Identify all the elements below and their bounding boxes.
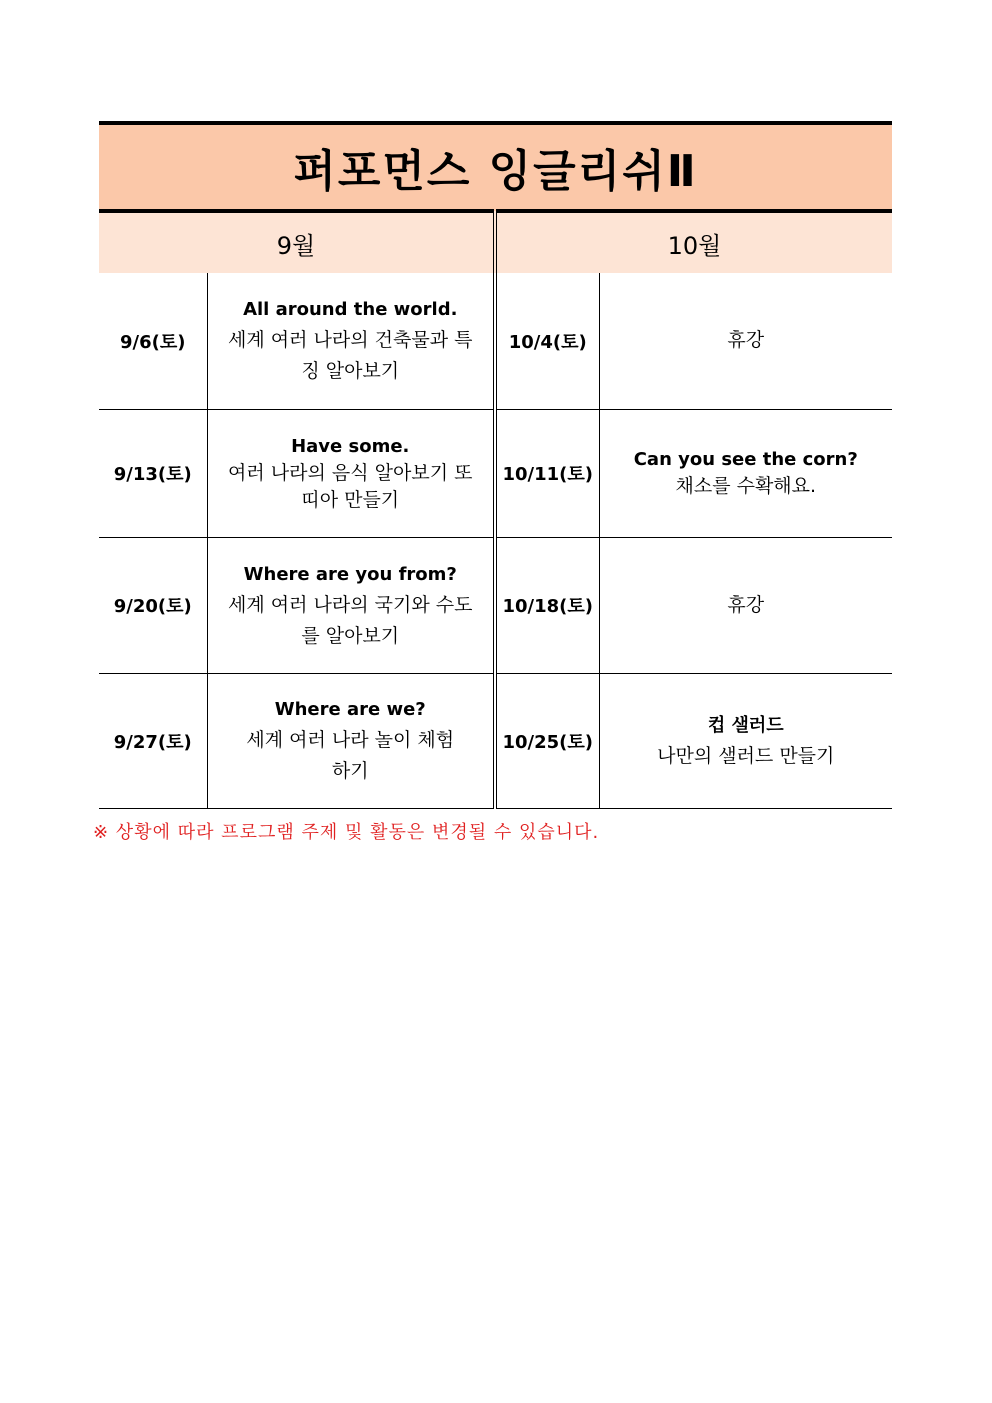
october-date: 10/18(토)	[495, 537, 599, 673]
activity-title-en: Can you see the corn?	[633, 449, 858, 470]
activity-description: 휴강	[727, 329, 765, 352]
activity-title-en: Where are we?	[274, 699, 426, 720]
october-date: 10/4(토)	[495, 273, 599, 409]
october-activity	[599, 409, 892, 537]
september-activity	[207, 409, 495, 537]
september-activity	[207, 537, 495, 673]
october-activity	[599, 537, 892, 673]
activity-title-en: All around the world.	[243, 299, 458, 321]
september-activity	[207, 273, 495, 409]
month-header-september: 9월	[99, 211, 495, 273]
page-title: 퍼포먼스 잉글리쉬Ⅱ	[99, 123, 892, 211]
activity-description: 세계 여러 나라의 국기와 수도를 알아보기	[228, 593, 473, 647]
activity-description: 세계 여러 나라의 건축물과 특징 알아보기	[228, 329, 473, 383]
activity-description: 여러 나라의 음식 알아보기 또띠아 만들기	[228, 461, 473, 511]
activity-title-en: Have some.	[291, 435, 410, 457]
activity-description: 나만의 샐러드 만들기	[657, 744, 835, 767]
table-row	[99, 673, 892, 808]
september-activity	[207, 673, 495, 808]
october-date: 10/11(토)	[495, 409, 599, 537]
september-date: 9/6(토)	[99, 273, 207, 409]
october-activity	[599, 273, 892, 409]
october-activity	[599, 673, 892, 808]
table-row	[99, 409, 892, 537]
activity-description: 세계 여러 나라 놀이 체험하기	[246, 729, 455, 782]
table-row	[99, 537, 892, 673]
activity-title: 컵 샐러드	[707, 714, 784, 736]
schedule-table	[99, 121, 892, 809]
month-header-october: 10월	[495, 211, 892, 273]
activity-title-en: Where are you from?	[243, 563, 457, 585]
activity-description: 휴강	[727, 593, 765, 616]
activity-description: 채소를 수확해요.	[675, 475, 817, 497]
september-date: 9/13(토)	[99, 409, 207, 537]
september-date: 9/27(토)	[99, 673, 207, 808]
change-notice: ※ 상황에 따라 프로그램 주제 및 활동은 변경될 수 있습니다.	[93, 822, 600, 843]
table-row	[99, 273, 892, 409]
september-date: 9/20(토)	[99, 537, 207, 673]
october-date: 10/25(토)	[495, 673, 599, 808]
